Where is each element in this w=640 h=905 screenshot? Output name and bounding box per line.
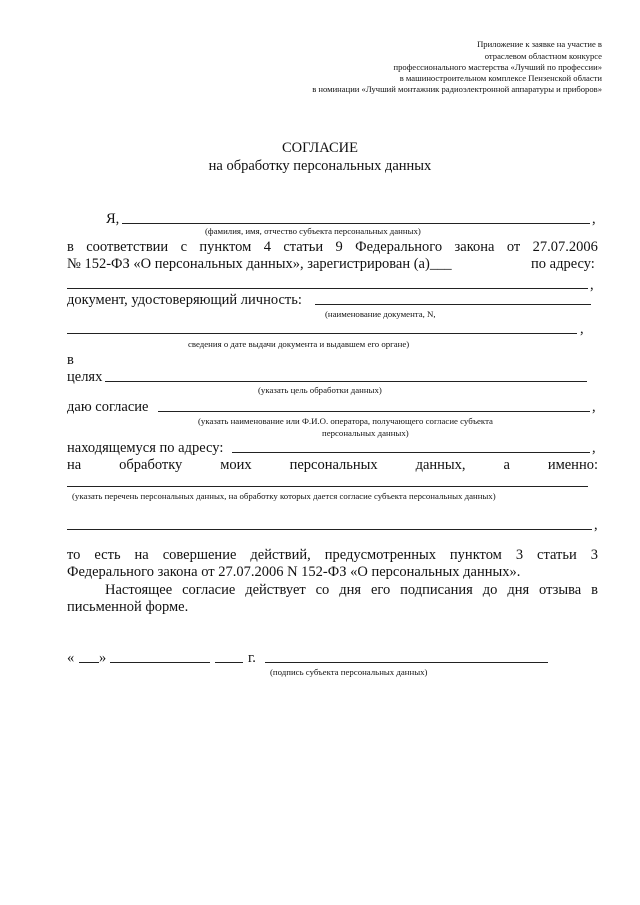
comma: , [592, 440, 596, 456]
processing_words-word: персональных [289, 457, 378, 473]
operator-field[interactable] [158, 411, 590, 412]
consent-label: даю согласие [67, 399, 149, 415]
data-list-hint: (указать перечень персональных данных, на обработку которых дается согласие субъекта персональных данных) [72, 491, 496, 501]
date-day-field[interactable] [79, 662, 99, 663]
validity-line-2: письменной форме. [67, 599, 189, 615]
comma: , [594, 517, 598, 533]
processing_words-word: на [67, 457, 82, 473]
address-field[interactable] [67, 288, 588, 289]
header-line-5: в номинации «Лучший монтажник радиоэлектронной аппаратуры и приборов» [312, 84, 602, 94]
law_line1-word: 27.07.2006 [532, 239, 598, 255]
operator-hint-2: персональных данных) [322, 428, 409, 438]
address-label: по адресу: [531, 256, 595, 272]
data-list-field-2[interactable] [67, 529, 592, 530]
document-field[interactable] [315, 304, 591, 305]
processing_words-word: данных, [415, 457, 466, 473]
operator-hint-1: (указать наименование или Ф.И.О. оператора, получающего согласие субъекта [198, 416, 493, 426]
processing-line [67, 457, 598, 474]
law_line1-word: 4 [263, 239, 271, 255]
i-label: Я, [106, 211, 120, 227]
document-subtitle: на обработку персональных данных [208, 158, 432, 174]
law_line1-word: 9 [335, 239, 343, 255]
purpose-label: целях [67, 369, 103, 385]
date-close-quote: » [99, 650, 107, 666]
law_line1-word: соответствии [86, 239, 169, 255]
law_line1-word: в [67, 239, 74, 255]
comma: , [592, 211, 596, 227]
actions_line1-word: на [134, 547, 149, 563]
actions_line1-word: предусмотренных [324, 547, 436, 563]
actions-line-2: Федерального закона от 27.07.2006 N 152-ФЗ «О персональных данных». [67, 564, 521, 580]
date-open-quote: « [67, 650, 75, 666]
actions_line1-word: 3 [590, 547, 598, 563]
validity_line1-word: дня [339, 582, 362, 598]
header-line-4: в машиностроительном комплексе Пензенской области [399, 73, 602, 83]
year-suffix: г. [248, 650, 256, 666]
validity_line1-word: со [315, 582, 330, 598]
validity_line1-word: дня [507, 582, 530, 598]
actions_line1-word: 3 [515, 547, 524, 563]
law_line1-word: статьи [283, 239, 324, 255]
law_line1-word: с [180, 239, 188, 255]
actions-line [67, 547, 598, 564]
operator-address-field[interactable] [232, 452, 590, 453]
signature-hint: (подпись субъекта персональных данных) [270, 667, 428, 677]
actions_line1-word: действий, [250, 547, 311, 563]
issue-field[interactable] [67, 333, 577, 334]
validity_line1-word: согласие [182, 582, 236, 598]
validity_line1-word: отзыва [539, 582, 582, 598]
data-list-field[interactable] [67, 486, 588, 487]
actions_line1-word: статьи [537, 547, 577, 563]
in-word: в [67, 352, 74, 368]
processing_words-word: именно: [547, 457, 598, 473]
law_line1-word: Федерального [355, 239, 443, 255]
purpose-hint: (указать цель обработки данных) [258, 385, 382, 395]
date-month-field[interactable] [110, 662, 210, 663]
located-label: находящемуся по адресу: [67, 440, 224, 456]
validity_line1-word: действует [245, 582, 306, 598]
actions_line1-word: пунктом [449, 547, 502, 563]
processing_words-word: обработку [119, 457, 183, 473]
fio-field[interactable] [122, 223, 590, 224]
law-reference-line [67, 239, 598, 256]
signature-field[interactable] [265, 662, 548, 663]
validity_line1-word: Настоящее [105, 582, 173, 598]
comma: , [580, 321, 584, 337]
actions_line1-word: совершение [162, 547, 237, 563]
validity-line [105, 582, 598, 599]
document-hint: (наименование документа, N, [325, 309, 436, 319]
validity_line1-word: в [591, 582, 598, 598]
comma: , [592, 399, 596, 415]
validity_line1-word: до [482, 582, 498, 598]
law_line1-word: от [506, 239, 521, 255]
purpose-field[interactable] [105, 381, 587, 382]
processing_words-word: а [503, 457, 510, 473]
header-line-2: отраслевом областном конкурсе [484, 51, 602, 61]
document-title: СОГЛАСИЕ [281, 140, 359, 156]
law-registration-text: № 152-ФЗ «О персональных данных», зарегистрирован (а)___ [67, 256, 452, 272]
date-year-field[interactable] [215, 662, 243, 663]
header-line-3: профессионального мастерства «Лучший по профессии» [393, 62, 602, 72]
comma: , [590, 277, 594, 293]
law_line1-word: закона [454, 239, 495, 255]
validity_line1-word: его [370, 582, 391, 598]
processing_words-word: моих [220, 457, 252, 473]
issue-hint: сведения о дате выдачи документа и выдавшем его органе) [188, 339, 410, 349]
validity_line1-word: подписания [400, 582, 473, 598]
actions_line1-word: есть [94, 547, 121, 563]
actions_line1-word: то [67, 547, 81, 563]
header-line-1: Приложение к заявке на участие в [477, 39, 602, 49]
document-label: документ, удостоверяющий личность: [67, 292, 302, 308]
law_line1-word: пунктом [199, 239, 252, 255]
fio-hint: (фамилия, имя, отчество субъекта персональных данных) [205, 226, 421, 236]
